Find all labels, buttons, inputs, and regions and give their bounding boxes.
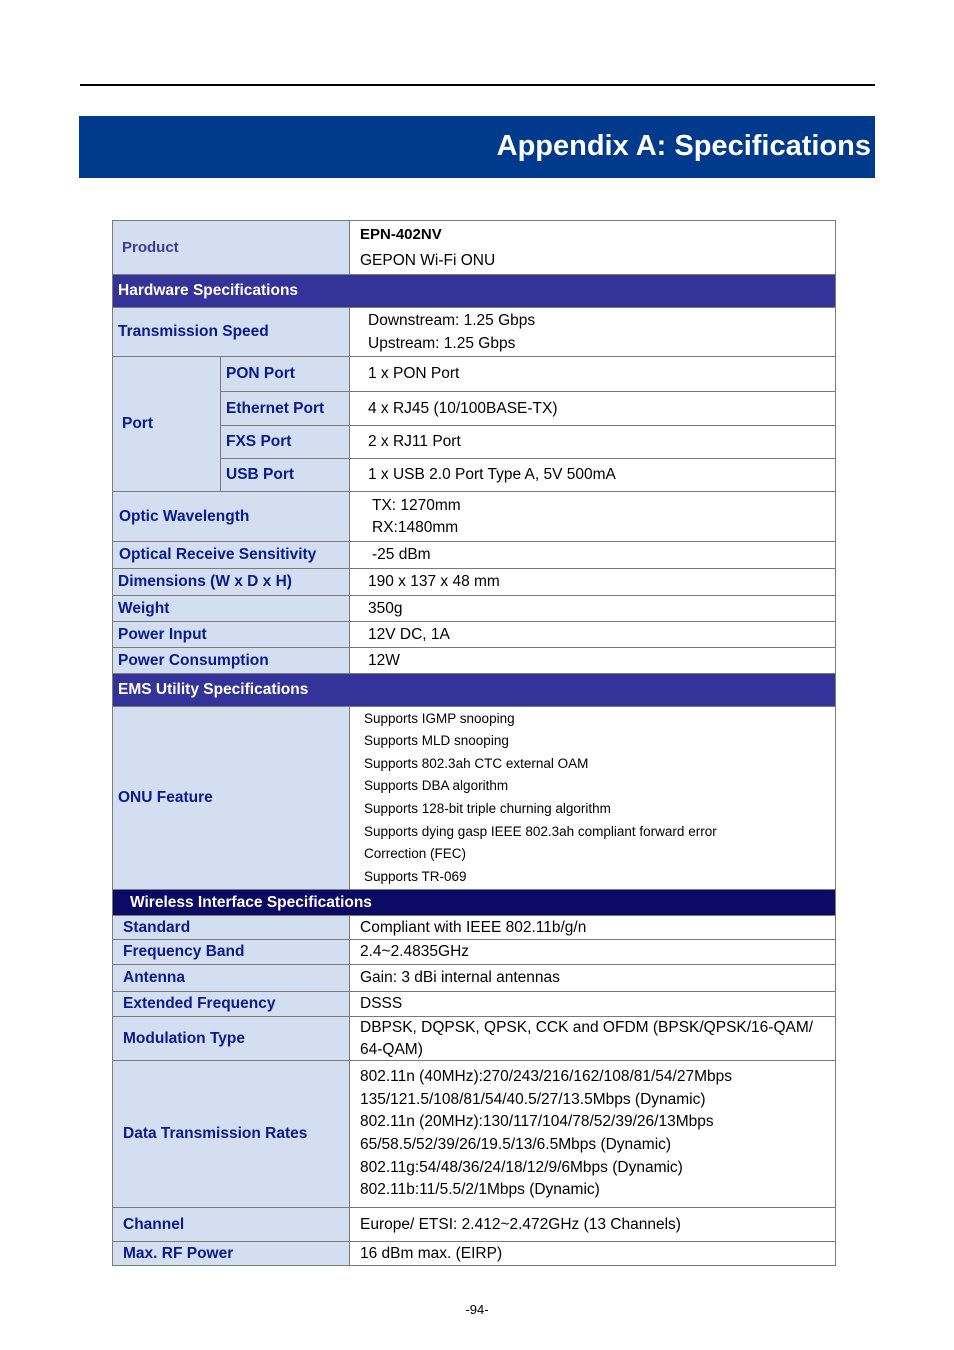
port-sublabel: FXS Port: [221, 426, 350, 458]
transmission-speed-row: [113, 308, 835, 357]
spec-row: [113, 648, 835, 674]
feature-line: Supports 802.3ah CTC external OAM: [364, 755, 589, 771]
wireless-label: Extended Frequency: [113, 992, 350, 1016]
wireless-value: Gain: 3 dBi internal antennas: [360, 969, 560, 986]
port-value: 1 x PON Port: [368, 365, 460, 382]
wireless-label: Frequency Band: [113, 940, 350, 964]
spec-label: Power Input: [113, 622, 350, 647]
wireless-value: DBPSK, DQPSK, QPSK, CCK and OFDM (BPSK/QPSK/16-QAM/: [360, 1018, 814, 1036]
port-value: 4 x RJ45 (10/100BASE-TX): [368, 399, 558, 417]
port-group: [113, 357, 835, 492]
product-description: GEPON Wi-Fi ONU: [360, 251, 496, 269]
section-ems: EMS Utility Specifications: [113, 674, 835, 707]
wireless-label: Max. RF Power: [113, 1242, 350, 1265]
wireless-value: 135/121.5/108/81/54/40.5/27/13.5Mbps (Dynamic): [360, 1090, 706, 1108]
spec-value: 190 x 137 x 48 mm: [368, 573, 500, 590]
port-row-ethernet: [221, 391, 835, 425]
wireless-value: Europe/ ETSI: 2.412~2.472GHz (13 Channels): [360, 1215, 681, 1233]
transmission-speed-line: Upstream: 1.25 Gbps: [368, 335, 516, 352]
feature-line: Supports DBA algorithm: [364, 778, 509, 794]
wireless-rows: [113, 916, 835, 1266]
optic-wavelength-line: TX: 1270mm: [372, 496, 461, 514]
optic-wavelength-row: [113, 492, 835, 542]
wireless-row: [113, 1242, 835, 1266]
transmission-speed-line: Downstream: 1.25 Gbps: [368, 312, 536, 329]
wireless-label: Modulation Type: [113, 1017, 350, 1060]
port-sublabel: USB Port: [221, 459, 350, 491]
product-label: Product: [113, 221, 350, 274]
wireless-row: [113, 965, 835, 992]
onu-feature-row: [113, 707, 835, 890]
wireless-label: Standard: [113, 916, 350, 939]
optic-wavelength-label: Optic Wavelength: [113, 492, 350, 541]
spec-row: [113, 542, 835, 569]
port-value: 2 x RJ11 Port: [368, 433, 461, 450]
feature-line: Supports TR-069: [364, 868, 467, 884]
page-title: Appendix A: Specifications: [496, 130, 871, 162]
port-value: 1 x USB 2.0 Port Type A, 5V 500mA: [368, 466, 616, 483]
wireless-value: 802.11n (40MHz):270/243/216/162/108/81/54/27Mbps: [360, 1068, 732, 1086]
product-model: EPN-402NV: [360, 225, 442, 243]
spec-label: Weight: [113, 596, 350, 621]
optic-wavelength-line: RX:1480mm: [372, 518, 459, 536]
feature-line: Supports IGMP snooping: [364, 710, 515, 726]
wireless-row: [113, 1208, 835, 1242]
spec-label: Optical Receive Sensitivity: [113, 542, 350, 568]
wireless-label: Antenna: [113, 965, 350, 991]
wireless-value: 64-QAM): [360, 1040, 423, 1058]
wireless-value: DSSS: [360, 995, 403, 1012]
wireless-row: [113, 992, 835, 1017]
port-row-pon: [221, 357, 835, 391]
wireless-value: 802.11b:11/5.5/2/1Mbps (Dynamic): [360, 1181, 600, 1199]
spec-label: Dimensions (W x D x H): [113, 569, 350, 595]
page-number: -94-: [465, 1302, 489, 1317]
wireless-row: [113, 1061, 835, 1208]
spec-value: 12V DC, 1A: [368, 625, 450, 643]
spec-value: 350g: [368, 599, 403, 617]
section-hardware: Hardware Specifications: [113, 275, 835, 308]
spec-table: [112, 220, 836, 1266]
port-sublabel: Ethernet Port: [221, 392, 350, 425]
spec-row: [113, 622, 835, 648]
spec-value: -25 dBm: [372, 546, 431, 563]
wireless-value: Compliant with IEEE 802.11b/g/n: [360, 918, 587, 936]
wireless-row: [113, 1017, 835, 1061]
wireless-label: Data Transmission Rates: [113, 1061, 350, 1207]
feature-line: Supports dying gasp IEEE 802.3ah compliant forward error: [364, 823, 717, 839]
feature-line: Correction (FEC): [364, 846, 467, 862]
onu-feature-label: ONU Feature: [113, 707, 350, 889]
feature-line: Supports MLD snooping: [364, 733, 509, 749]
wireless-value: 16 dBm max. (EIRP): [360, 1244, 503, 1262]
section-wireless: Wireless Interface Specifications: [113, 890, 835, 916]
wireless-row: [113, 916, 835, 940]
port-row-fxs: [221, 425, 835, 458]
wireless-value: 2.4~2.4835GHz: [360, 943, 470, 960]
wireless-label: Channel: [113, 1208, 350, 1241]
spec-row: [113, 596, 835, 622]
wireless-value: 65/58.5/52/39/26/19.5/13/6.5Mbps (Dynamic): [360, 1136, 672, 1153]
title-banner: [79, 116, 875, 178]
wireless-value: 802.11g:54/48/36/24/18/12/9/6Mbps (Dynamic): [360, 1158, 683, 1176]
wireless-value: 802.11n (20MHz):130/117/104/78/52/39/26/13Mbps: [360, 1113, 714, 1131]
spec-row: [113, 569, 835, 596]
port-sublabel: PON Port: [221, 357, 350, 391]
feature-line: Supports 128-bit triple churning algorithm: [364, 801, 611, 816]
port-label: Port: [113, 357, 221, 491]
spec-value: 12W: [368, 651, 400, 669]
header-rule: [80, 84, 875, 86]
port-row-usb: [221, 458, 835, 491]
wireless-row: [113, 940, 835, 965]
product-row: [113, 221, 835, 275]
transmission-speed-label: Transmission Speed: [113, 308, 350, 356]
spec-label: Power Consumption: [113, 648, 350, 673]
